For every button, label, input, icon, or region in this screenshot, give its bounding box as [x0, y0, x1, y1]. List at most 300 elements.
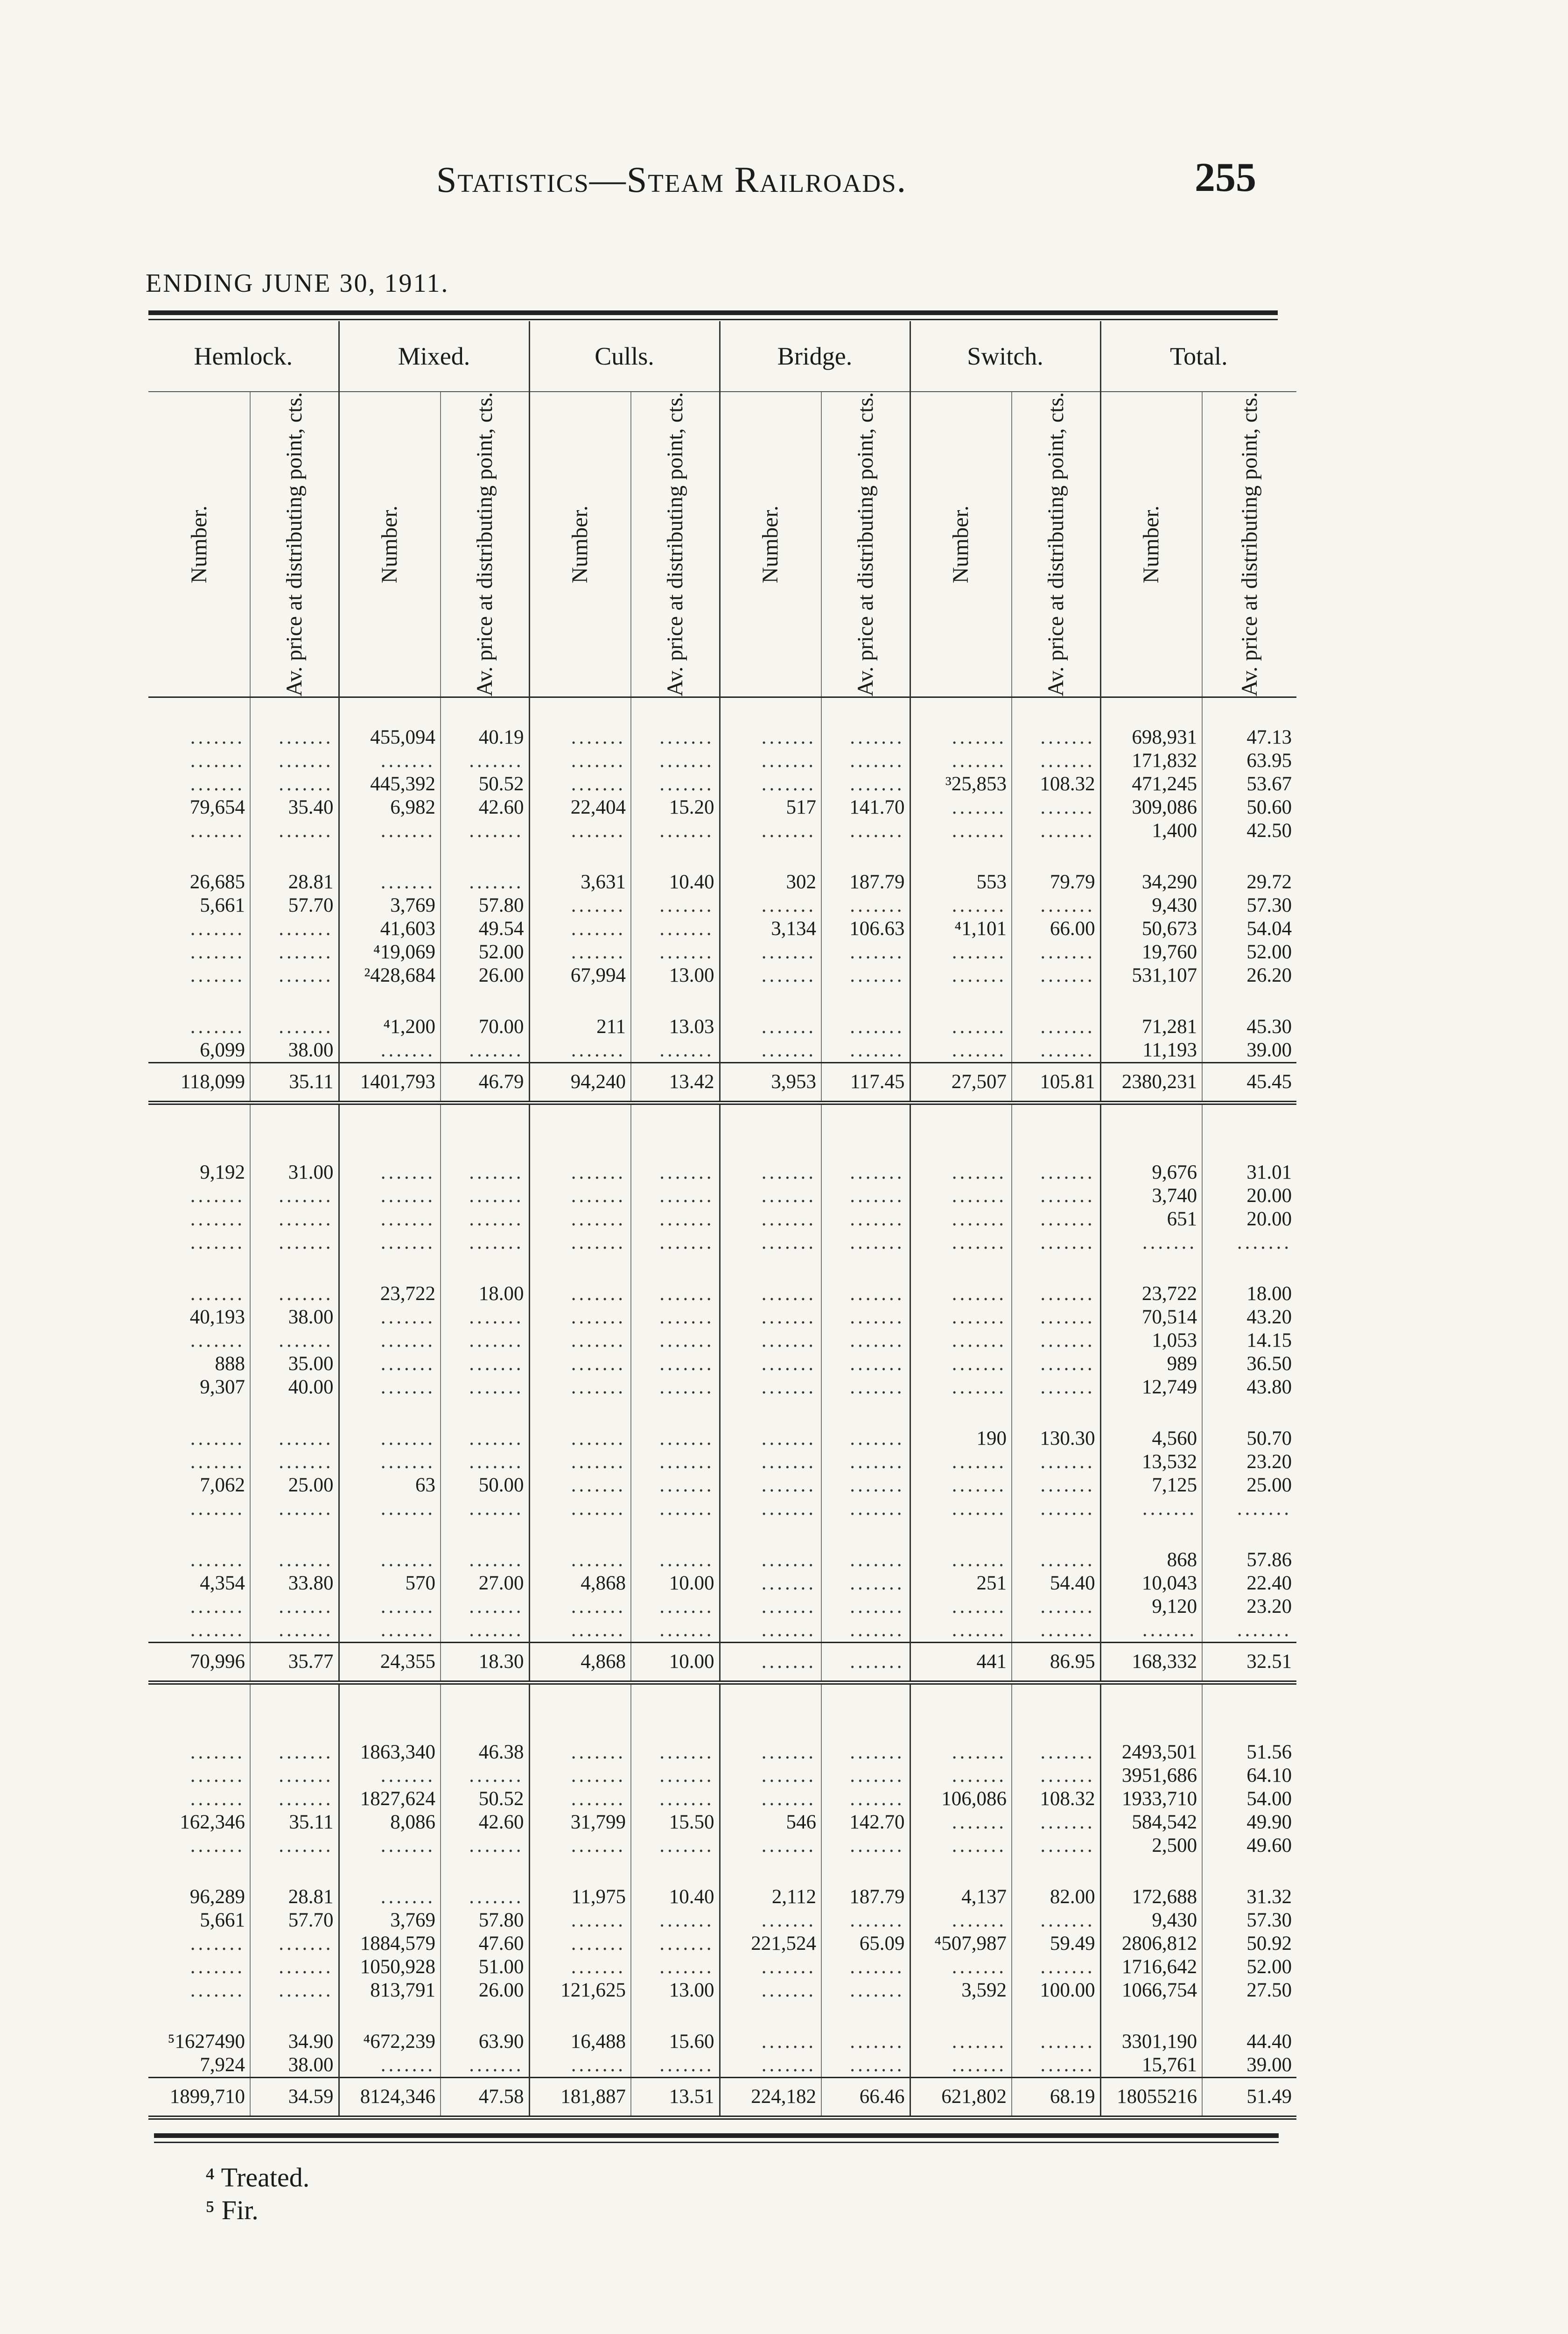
table-row — [148, 1618, 1296, 1643]
table-cell: ....... — [190, 1979, 245, 2001]
table-row — [148, 1764, 1296, 1787]
table-cell: ....... — [190, 1208, 245, 1230]
table-cell: ....... — [190, 1231, 245, 1253]
table-cell: ....... — [529, 1713, 631, 1764]
table-cell: ....... — [1012, 1909, 1100, 1932]
table-cell: 15.60 — [631, 2030, 720, 2053]
table-cell: 570 — [339, 1572, 441, 1595]
table-cell: ....... — [910, 1306, 1012, 1329]
table-cell: ....... — [250, 917, 339, 941]
table-cell: ....... — [339, 871, 441, 894]
table-cell: 28.81 — [250, 871, 339, 894]
table-cell: ....... — [631, 1497, 720, 1520]
table-cell: ....... — [910, 1834, 1012, 1857]
table-cell: ⁵1627490 — [168, 2030, 245, 2053]
table-cell: ....... — [910, 1713, 1012, 1764]
table-cell: ....... — [631, 1329, 720, 1352]
total-cell: 66.46 — [821, 2077, 910, 2117]
table-cell: ....... — [250, 1932, 339, 1955]
table-cell: 190 — [910, 1427, 1012, 1450]
table-cell: ....... — [529, 1548, 631, 1572]
total-cell: 13.51 — [631, 2077, 720, 2117]
table-cell: ....... — [1012, 894, 1100, 917]
table-cell: ....... — [441, 1352, 529, 1376]
table-cell: ....... — [821, 1834, 910, 1857]
table-cell: 59.49 — [1012, 1932, 1100, 1955]
table-cell: ....... — [339, 2053, 441, 2078]
table-cell: ....... — [821, 1352, 910, 1376]
table-cell: 42.60 — [441, 796, 529, 819]
table-cell: 14.15 — [1202, 1329, 1296, 1352]
table-cell: 79,654 — [189, 796, 245, 818]
table-cell: ....... — [720, 1015, 821, 1039]
table-cell: 51.00 — [441, 1955, 529, 1979]
table-cell: ....... — [631, 1618, 720, 1643]
table-cell: ....... — [720, 1548, 821, 1572]
table-row — [148, 871, 1296, 894]
table-cell: ....... — [631, 1427, 720, 1450]
table-cell: 52.00 — [441, 941, 529, 964]
table-cell: ....... — [910, 1548, 1012, 1572]
table-cell: ....... — [190, 1618, 245, 1641]
total-cell: ....... — [720, 1642, 821, 1682]
table-cell: ....... — [720, 1133, 821, 1184]
subheader-number — [910, 392, 1012, 697]
table-cell: ....... — [910, 1450, 1012, 1474]
table-row — [148, 1787, 1296, 1811]
subheader-avg-price — [821, 392, 910, 697]
table-cell: 38.00 — [250, 1039, 339, 1063]
table-body — [148, 697, 1296, 2117]
table-cell: ....... — [631, 1474, 720, 1497]
spacer-row — [148, 843, 1296, 871]
table-cell: ....... — [250, 1713, 339, 1764]
table-cell: ....... — [1012, 1306, 1100, 1329]
table-cell: 35.11 — [250, 1811, 339, 1834]
table-cell: 25.00 — [250, 1474, 339, 1497]
table-cell: ....... — [529, 1932, 631, 1955]
table-cell: ....... — [720, 1787, 821, 1811]
table-cell: ....... — [441, 871, 529, 894]
table-cell: ....... — [529, 1618, 631, 1643]
total-cell: 46.79 — [441, 1062, 529, 1103]
subheader-avg-price — [441, 392, 529, 697]
table-cell: ....... — [631, 697, 720, 749]
table-cell: 445,392 — [339, 773, 441, 796]
table-cell: ....... — [441, 1039, 529, 1063]
table-cell: ....... — [250, 1231, 339, 1254]
table-cell: 82.00 — [1012, 1885, 1100, 1909]
table-row — [148, 1834, 1296, 1857]
table-cell: ....... — [821, 1572, 910, 1595]
table-cell: 66.00 — [1012, 917, 1100, 941]
table-cell: 130.30 — [1012, 1427, 1100, 1450]
table-cell: ....... — [529, 1231, 631, 1254]
table-cell: ....... — [631, 1231, 720, 1254]
table-cell: 50.60 — [1202, 796, 1296, 819]
table-cell: ....... — [190, 1834, 245, 1856]
total-cell: 27,507 — [910, 1062, 1012, 1103]
group-switch: Switch. — [910, 321, 1100, 392]
subheader-label: Number. — [567, 505, 593, 584]
table-row — [148, 1306, 1296, 1329]
table-cell: ....... — [339, 749, 441, 773]
table-cell: ....... — [910, 2030, 1012, 2053]
table-cell: ....... — [529, 2053, 631, 2078]
table-row — [148, 941, 1296, 964]
table-cell: 57.70 — [250, 894, 339, 917]
table-cell: ....... — [910, 697, 1012, 749]
table-cell: ....... — [339, 1834, 441, 1857]
group-hemlock: Hemlock. — [148, 321, 339, 392]
table-cell: ⁴1,200 — [339, 1015, 441, 1039]
table-cell: ....... — [441, 749, 529, 773]
spacer-row — [148, 1520, 1296, 1548]
table-cell: 888 — [215, 1352, 245, 1375]
table-cell: 63.95 — [1202, 749, 1296, 773]
table-cell: ....... — [250, 1955, 339, 1979]
table-cell: 15.20 — [631, 796, 720, 819]
total-cell: 70,996 — [148, 1642, 250, 1682]
subheader-number — [339, 392, 441, 697]
table-cell: ⁴19,069 — [339, 941, 441, 964]
table-row — [148, 1955, 1296, 1979]
table-cell: ....... — [190, 917, 245, 940]
table-cell: 2806,812 — [1100, 1932, 1202, 1955]
table-cell: 6,982 — [339, 796, 441, 819]
table-cell: ....... — [441, 819, 529, 843]
table-cell: 106,086 — [910, 1787, 1012, 1811]
table-cell: ....... — [720, 1834, 821, 1857]
table-cell: ....... — [1012, 1039, 1100, 1063]
subheader-avg-price — [250, 392, 339, 697]
total-cell: 10.00 — [631, 1642, 720, 1682]
table-cell: ....... — [529, 1909, 631, 1932]
total-cell: 2380,231 — [1100, 1062, 1202, 1103]
table-cell: ....... — [441, 1497, 529, 1520]
table-cell: ....... — [631, 1932, 720, 1955]
table-cell: 23,722 — [1100, 1282, 1202, 1306]
subheader-avg-price — [1202, 392, 1296, 697]
table-cell: ....... — [190, 1450, 245, 1473]
bottom-rule-thin — [154, 2142, 1279, 2143]
total-cell: 94,240 — [529, 1062, 631, 1103]
table-cell: ....... — [339, 1427, 441, 1450]
table-cell: 7,125 — [1100, 1474, 1202, 1497]
table-cell: 52.00 — [1202, 941, 1296, 964]
table-cell: 35.40 — [250, 796, 339, 819]
table-cell: 698,931 — [1100, 697, 1202, 749]
total-cell: 441 — [910, 1642, 1012, 1682]
table-cell: ....... — [250, 749, 339, 773]
table-cell: 9,192 — [200, 1161, 245, 1183]
table-cell: ....... — [1012, 1955, 1100, 1979]
table-cell: 57.30 — [1202, 894, 1296, 917]
table-cell: 67,994 — [529, 964, 631, 987]
section-spacer — [148, 1682, 1296, 1713]
table-cell: ....... — [631, 1955, 720, 1979]
table-cell: 455,094 — [339, 697, 441, 749]
table-cell: ....... — [529, 1427, 631, 1450]
table-row — [148, 1979, 1296, 2002]
table-cell: 20.00 — [1202, 1208, 1296, 1231]
table-cell: ....... — [250, 1329, 339, 1352]
table-row — [148, 1039, 1296, 1063]
table-cell: 33.80 — [250, 1572, 339, 1595]
total-cell: 117.45 — [821, 1062, 910, 1103]
table-cell: ....... — [910, 1329, 1012, 1352]
table-cell: ....... — [631, 1909, 720, 1932]
table-cell: ....... — [1012, 941, 1100, 964]
table-cell: ⁴1,101 — [910, 917, 1012, 941]
table-cell: 9,676 — [1100, 1133, 1202, 1184]
table-cell: 18.00 — [441, 1282, 529, 1306]
table-cell: 3,134 — [720, 917, 821, 941]
total-cell: 34.59 — [250, 2077, 339, 2117]
table-cell: ....... — [631, 1282, 720, 1306]
table-cell: 46.38 — [441, 1713, 529, 1764]
table-cell: ....... — [631, 819, 720, 843]
table-cell: ....... — [1202, 1497, 1296, 1520]
group-culls: Culls. — [529, 321, 720, 392]
table-cell: ....... — [631, 1834, 720, 1857]
table-row — [148, 1497, 1296, 1520]
table-cell: 31.32 — [1202, 1885, 1296, 1909]
table-cell: ....... — [441, 1376, 529, 1399]
table-cell: ....... — [1012, 1329, 1100, 1352]
table-cell: 7,062 — [200, 1474, 245, 1496]
table-cell: ....... — [720, 1450, 821, 1474]
table-cell: ....... — [631, 773, 720, 796]
table-cell: ....... — [1012, 749, 1100, 773]
table-cell: ....... — [1012, 1208, 1100, 1231]
table-cell: 10.00 — [631, 1572, 720, 1595]
table-cell: ....... — [821, 1764, 910, 1787]
table-cell: ....... — [1012, 1231, 1100, 1254]
table-cell: ....... — [720, 1231, 821, 1254]
table-cell: 3,769 — [339, 1909, 441, 1932]
table-cell: ....... — [441, 2053, 529, 2078]
table-cell: 531,107 — [1100, 964, 1202, 987]
table-cell: ....... — [1012, 1450, 1100, 1474]
table-cell: 18.00 — [1202, 1282, 1296, 1306]
table-cell: 63.90 — [441, 2030, 529, 2053]
table-cell: ....... — [529, 1450, 631, 1474]
subheader-label: Number. — [377, 505, 402, 584]
table-cell: 10.40 — [631, 871, 720, 894]
table-cell: 1050,928 — [339, 1955, 441, 1979]
page-number: 255 — [1195, 155, 1256, 200]
table-cell: ....... — [529, 1764, 631, 1787]
table-cell: 3,769 — [339, 894, 441, 917]
table-cell: ....... — [910, 1015, 1012, 1039]
table-cell: ....... — [250, 1548, 339, 1572]
footnote-fir: ⁵ Fir. — [205, 2195, 259, 2225]
table-cell: ....... — [1012, 796, 1100, 819]
table-cell: ....... — [821, 1450, 910, 1474]
table-cell: ....... — [190, 1015, 245, 1038]
table-cell: 3,592 — [910, 1979, 1012, 2002]
table-cell: ....... — [441, 1885, 529, 1909]
table-cell: ....... — [631, 1450, 720, 1474]
table-cell: ....... — [339, 1764, 441, 1787]
table-cell: ....... — [631, 1764, 720, 1787]
top-rule — [148, 310, 1278, 315]
table-cell: ....... — [339, 1450, 441, 1474]
table-cell: ....... — [1012, 1352, 1100, 1376]
table-cell: 28.81 — [250, 1885, 339, 1909]
table-cell: 162,346 — [180, 1811, 245, 1833]
table-cell: ....... — [250, 1595, 339, 1618]
total-cell: 181,887 — [529, 2077, 631, 2117]
table-row — [148, 1184, 1296, 1208]
table-cell: ....... — [529, 1306, 631, 1329]
subheader-number — [1100, 392, 1202, 697]
table-cell: ....... — [250, 697, 339, 749]
table-cell: ....... — [910, 1208, 1012, 1231]
table-cell: ....... — [250, 1015, 339, 1039]
table-row — [148, 796, 1296, 819]
table-cell: ....... — [339, 1618, 441, 1643]
table-cell: ....... — [720, 819, 821, 843]
table-cell: ....... — [1012, 964, 1100, 987]
table-cell: ²428,684 — [339, 964, 441, 987]
total-cell: 32.51 — [1202, 1642, 1296, 1682]
table-cell: ....... — [720, 1497, 821, 1520]
table-cell: 26,685 — [189, 871, 245, 893]
table-cell: 43.80 — [1202, 1376, 1296, 1399]
table-cell: 221,524 — [720, 1932, 821, 1955]
table-cell: 302 — [720, 871, 821, 894]
table-cell: 6,099 — [200, 1039, 245, 1061]
table-cell: 43.20 — [1202, 1306, 1296, 1329]
table-row — [148, 2053, 1296, 2078]
spacer-row — [148, 2002, 1296, 2030]
table-cell: ....... — [190, 1955, 245, 1978]
table-cell: 12,749 — [1100, 1376, 1202, 1399]
table-cell: ....... — [910, 1955, 1012, 1979]
subheader-label: Av. price at distributing point, cts. — [853, 392, 878, 696]
table-cell: ....... — [910, 1184, 1012, 1208]
table-cell: 54.40 — [1012, 1572, 1100, 1595]
table-cell: ....... — [339, 1497, 441, 1520]
table-cell: 868 — [1100, 1548, 1202, 1572]
table-cell: ....... — [441, 1329, 529, 1352]
table-cell: 4,560 — [1100, 1427, 1202, 1450]
table-cell: ....... — [339, 1376, 441, 1399]
table-cell: ....... — [720, 1039, 821, 1063]
table-cell: ....... — [529, 917, 631, 941]
table-cell: ....... — [910, 964, 1012, 987]
table-cell: ....... — [720, 1184, 821, 1208]
table-cell: 23.20 — [1202, 1450, 1296, 1474]
table-cell: 813,791 — [339, 1979, 441, 2002]
table-cell: ....... — [190, 941, 245, 963]
table-cell: ....... — [821, 1376, 910, 1399]
table-row — [148, 1208, 1296, 1231]
table-cell: 3,740 — [1100, 1184, 1202, 1208]
table-cell: ....... — [910, 749, 1012, 773]
total-cell: 86.95 — [1012, 1642, 1100, 1682]
table-cell: 40,193 — [189, 1306, 245, 1328]
table-cell: ....... — [529, 1329, 631, 1352]
table-cell: 3951,686 — [1100, 1764, 1202, 1787]
table-cell: 50.00 — [441, 1474, 529, 1497]
table-cell: ....... — [339, 1133, 441, 1184]
table-cell: 25.00 — [1202, 1474, 1296, 1497]
table-cell: 22,404 — [529, 796, 631, 819]
table-row — [148, 894, 1296, 917]
table-cell: ....... — [441, 1231, 529, 1254]
table-cell: 1933,710 — [1100, 1787, 1202, 1811]
table-cell: ....... — [250, 1618, 339, 1643]
table-row — [148, 1282, 1296, 1306]
table-cell: 121,625 — [529, 1979, 631, 2002]
table-cell: ....... — [441, 1450, 529, 1474]
table-cell: ....... — [821, 1595, 910, 1618]
table-cell: 71,281 — [1100, 1015, 1202, 1039]
table-cell: 54.00 — [1202, 1787, 1296, 1811]
table-row — [148, 1427, 1296, 1450]
table-cell: ....... — [1012, 2030, 1100, 2053]
total-cell: 224,182 — [720, 2077, 821, 2117]
table-cell: 79.79 — [1012, 871, 1100, 894]
table-cell: 3301,190 — [1100, 2030, 1202, 2053]
table-row — [148, 1133, 1296, 1184]
table-cell: 42.60 — [441, 1811, 529, 1834]
table-cell: 1,053 — [1100, 1329, 1202, 1352]
table-cell: 49.54 — [441, 917, 529, 941]
table-cell: 34.90 — [250, 2030, 339, 2053]
bottom-rule — [154, 2133, 1279, 2138]
sub-header-row — [148, 392, 1296, 697]
table-cell: ....... — [529, 1497, 631, 1520]
table-cell: ....... — [190, 819, 245, 842]
table-cell: 35.00 — [250, 1352, 339, 1376]
table-cell: 70.00 — [441, 1015, 529, 1039]
table-cell: ....... — [720, 894, 821, 917]
top-rule-thin — [148, 319, 1278, 320]
table-cell: ....... — [720, 697, 821, 749]
table-cell: ....... — [1012, 697, 1100, 749]
table-cell: ....... — [910, 894, 1012, 917]
table-cell: 31,799 — [529, 1811, 631, 1834]
table-row — [148, 1713, 1296, 1764]
table-cell: 5,661 — [200, 894, 245, 916]
total-cell: 1899,710 — [148, 2077, 250, 2117]
table-cell: ....... — [821, 697, 910, 749]
table-cell: ....... — [720, 1208, 821, 1231]
table-cell: ....... — [910, 1474, 1012, 1497]
table-cell: ....... — [631, 1595, 720, 1618]
subheader-number — [720, 392, 821, 697]
total-cell: 24,355 — [339, 1642, 441, 1682]
table-cell: ³25,853 — [910, 773, 1012, 796]
table-cell: ....... — [720, 1376, 821, 1399]
table-row — [148, 697, 1296, 749]
table-cell: ....... — [1012, 1184, 1100, 1208]
table-cell: 38.00 — [250, 2053, 339, 2078]
table-cell: ....... — [190, 1497, 245, 1519]
table-row — [148, 1450, 1296, 1474]
table-cell: ....... — [529, 773, 631, 796]
table-cell: 27.50 — [1202, 1979, 1296, 2002]
table-cell: ....... — [339, 1039, 441, 1063]
table-cell: ....... — [821, 1618, 910, 1643]
table-cell: ....... — [250, 773, 339, 796]
table-cell: ....... — [821, 941, 910, 964]
table-cell: 47.13 — [1202, 697, 1296, 749]
